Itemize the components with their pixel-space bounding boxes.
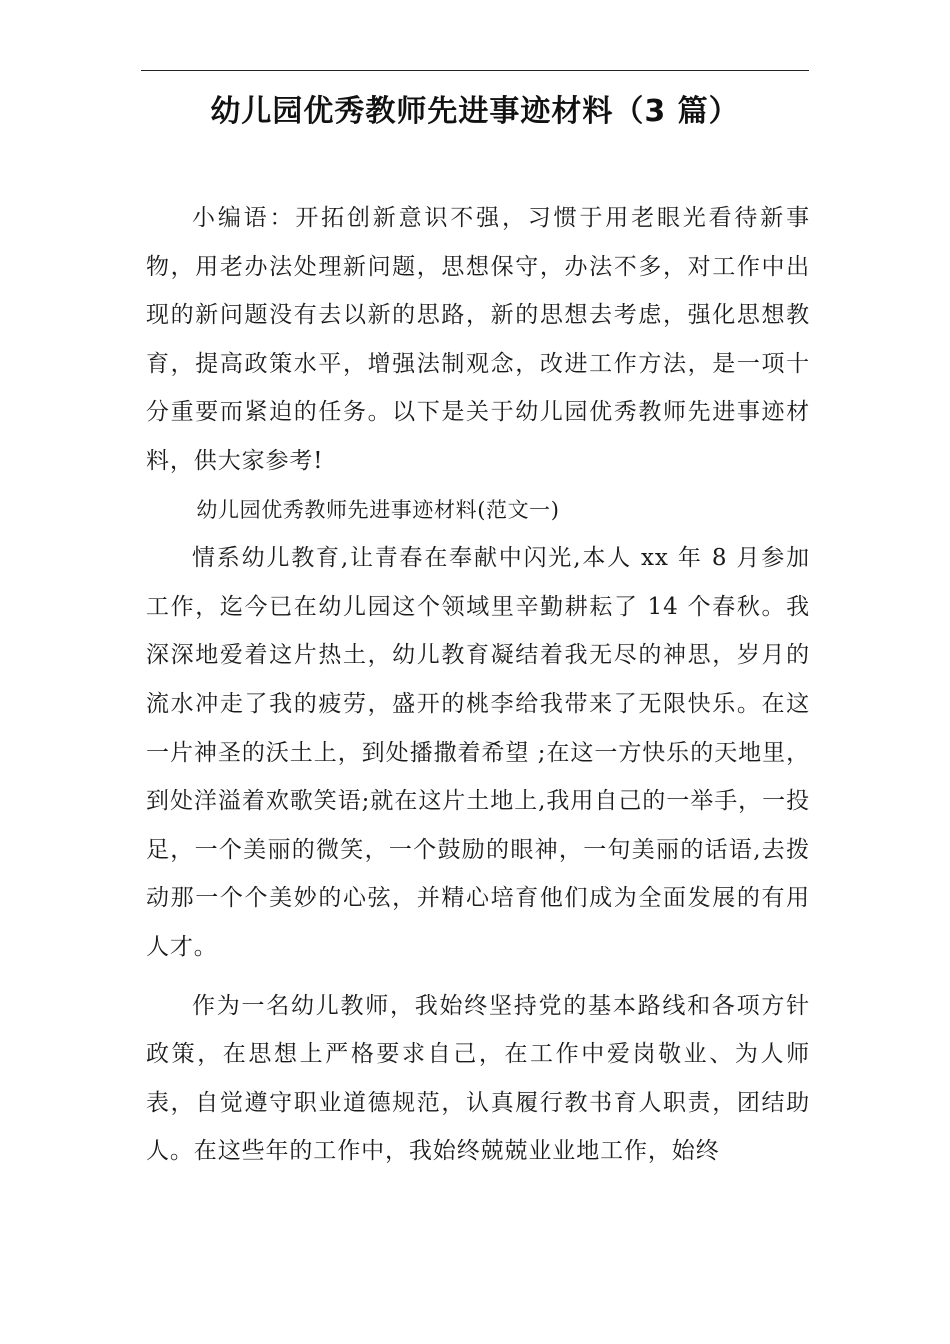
- document-body: [146, 194, 810, 1176]
- header-rule: [141, 70, 809, 71]
- body-paragraph-1: 情系幼儿教育,让青春在奉献中闪光,本人 xx 年 8 月参加工作，迄今已在幼儿园这个领域里辛勤耕耘了 14 个春秋。我深深地爱着这片热土，幼儿教育凝结着我无尽的神思，岁月的流水冲走了我的疲劳，盛开的桃李给我带来了无限快乐。在这一片神圣的沃土上，到处播撒着希望 ;在这一方快乐的天地里，到处洋溢着欢歌笑语;就在这片土地上,我用自己的一举手，一投足，一个美丽的微笑，一个鼓励的眼神，一句美丽的话语,去拨动那一个个美妙的心弦，并精心培育他们成为全面发展的有用人才。: [146, 545, 810, 960]
- document-title: 幼儿园优秀教师先进事迹材料（3 篇）: [210, 94, 740, 129]
- section-heading: 幼儿园优秀教师先进事迹材料(范文一): [196, 497, 560, 522]
- intro-paragraph: 小编语：开拓创新意识不强，习惯于用老眼光看待新事物，用老办法处理新问题，思想保守，办法不多，对工作中出现的新问题没有去以新的思路，新的思想去考虑，强化思想教育，提高政策水平，增强法制观念，改进工作方法，是一项十分重要而紧迫的任务。以下是关于幼儿园优秀教师先进事迹材料，供大家参考!: [146, 205, 810, 474]
- paragraph-spacer: [146, 972, 810, 982]
- body-paragraph-2: 作为一名幼儿教师，我始终坚持党的基本路线和各项方针政策，在思想上严格要求自己，在工作中爱岗敬业、为人师表，自觉遵守职业道德规范，认真履行教书育人职责，团结助人。在这些年的工作中，我始终兢兢业业地工作，始终: [146, 992, 810, 1165]
